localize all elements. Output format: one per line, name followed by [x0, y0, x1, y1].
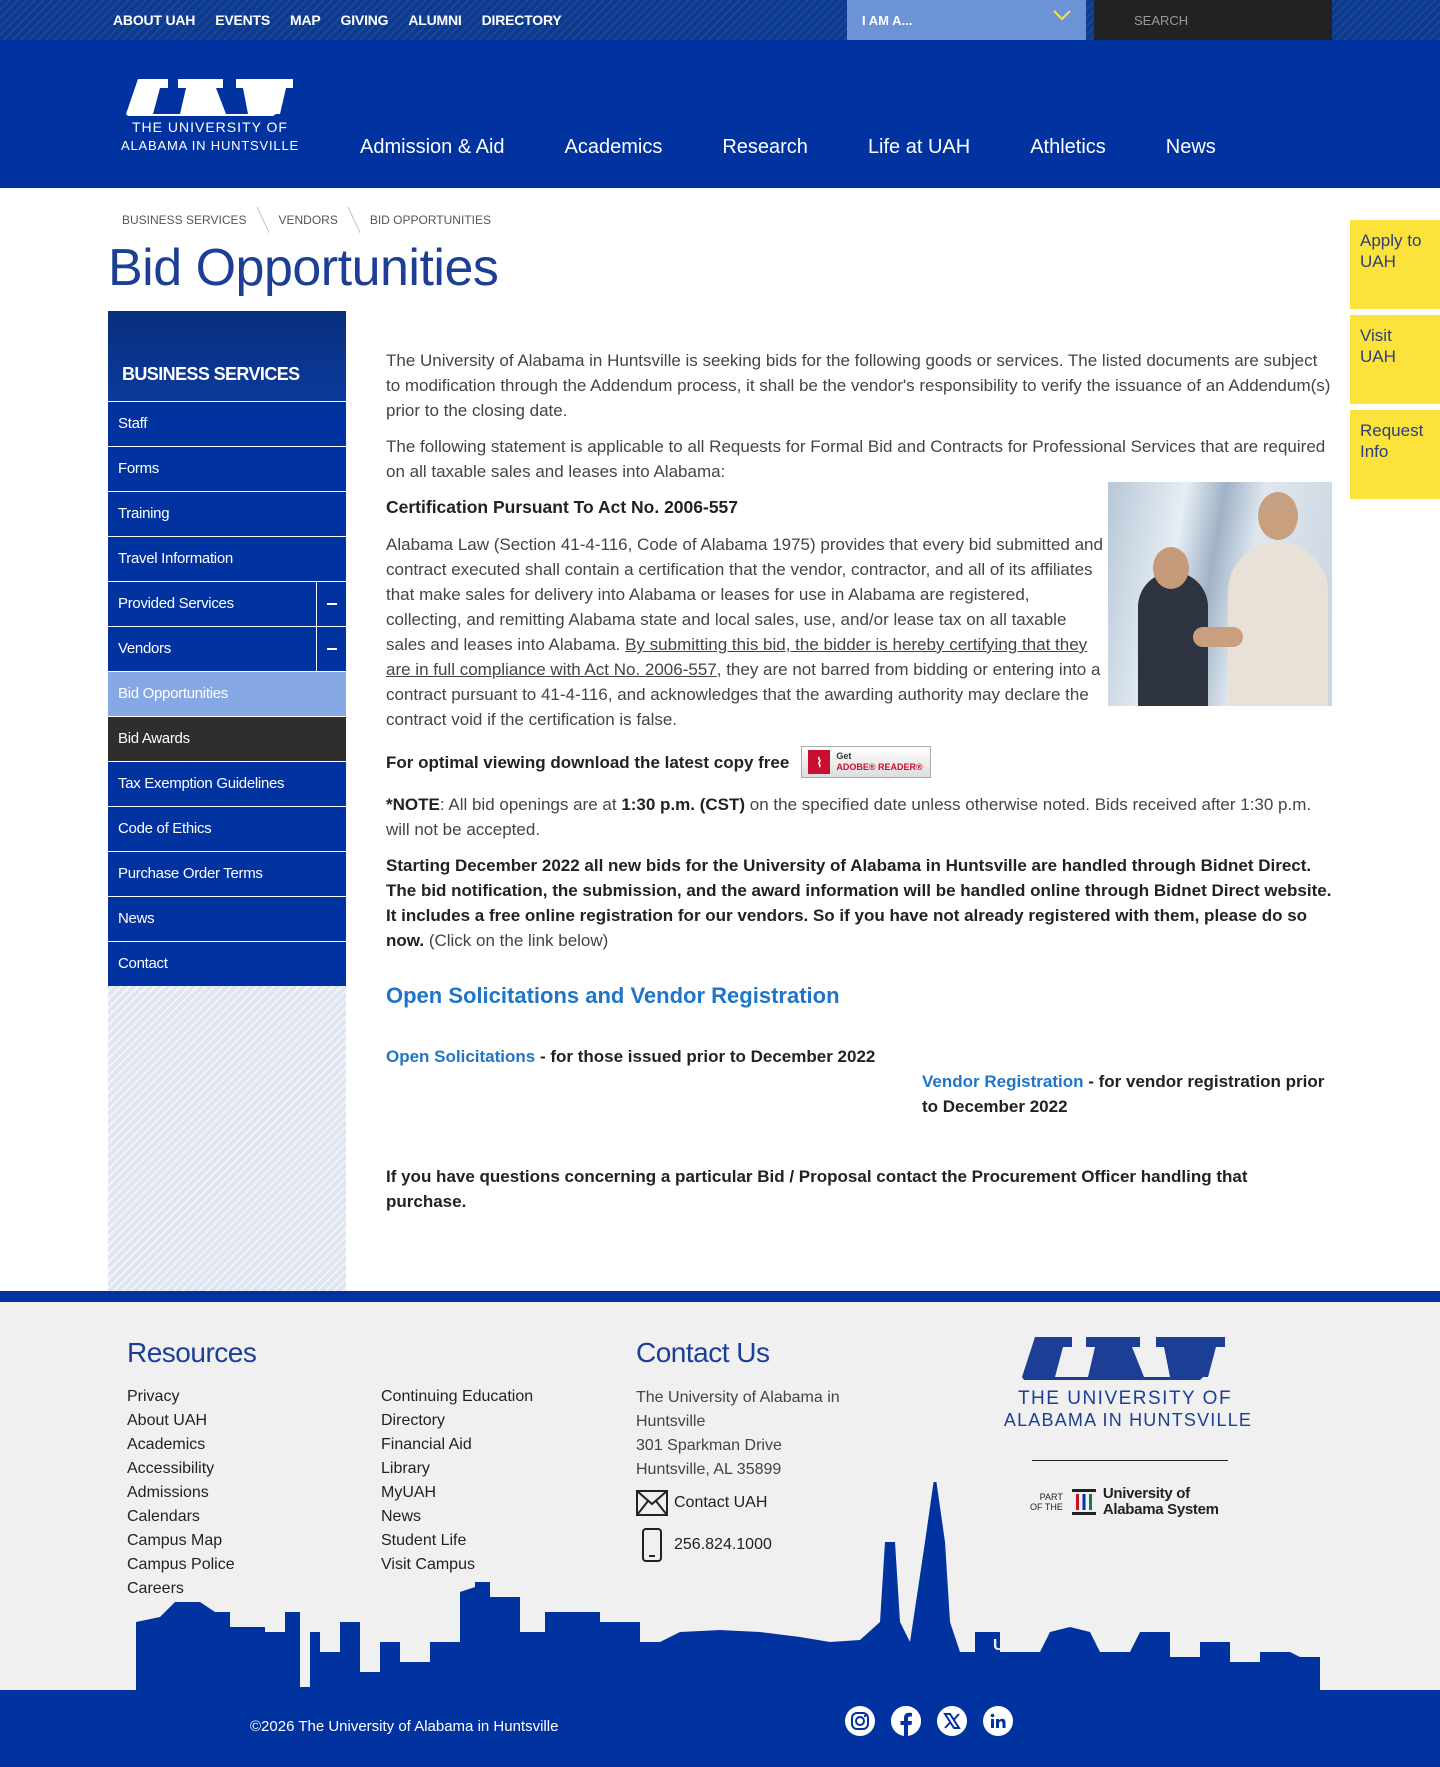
sidebar-item-bid-opportunities[interactable]: Bid Opportunities [108, 671, 346, 716]
cert-text: Alabama Law (Section 41-4-116, Code of Alabama 1975) provides that every bid submitted and contract executed shall contain a certification that the vendor, contractor, and all of its affiliates that make sales for delivery into Alabama or leases for use in Alabama are registered, collecting, and remitting Alabama state and local sales, use, and/or lease tax on all taxable sales and leases into Alabama. [386, 535, 1103, 654]
vendor-registration-link[interactable]: Vendor Registration [922, 1072, 1084, 1091]
minus-icon [327, 648, 337, 650]
logo-line-1: THE UNIVERSITY OF [132, 119, 288, 135]
search-input[interactable] [1094, 0, 1332, 40]
x-icon [937, 1706, 967, 1736]
statement-paragraph: The following statement is applicable to all Requests for Formal Bid and Contracts for Professional Services that are required on all taxable sales and leases into Alabama: [386, 437, 1326, 481]
footer-link-privacy[interactable]: Privacy [127, 1388, 180, 1405]
utility-link-alumni[interactable]: ALUMNI [408, 12, 462, 28]
footer-link-careers[interactable]: Careers [127, 1580, 184, 1597]
instagram-icon [845, 1706, 875, 1736]
breadcrumb [122, 207, 491, 233]
handshake-photo [1108, 482, 1332, 706]
sidebar-item-vendors[interactable] [108, 626, 346, 671]
part-line: PART [1039, 1492, 1063, 1502]
contact-uah-label: Contact UAH [674, 1494, 768, 1511]
breadcrumb-vendors[interactable]: VENDORS [278, 213, 338, 227]
phone-number: 256.824.1000 [674, 1536, 772, 1553]
nav-research[interactable]: Research [722, 136, 808, 158]
solicitations-heading: Open Solicitations and Vendor Registration [386, 983, 840, 1008]
facebook-link[interactable] [891, 1706, 921, 1736]
footer-link-news[interactable]: News [381, 1508, 422, 1525]
footer-link-calendars[interactable]: Calendars [127, 1508, 200, 1525]
footer-link-academics[interactable]: Academics [127, 1436, 206, 1453]
sidebar-item-training[interactable]: Training [108, 491, 346, 536]
note-text: : All bid openings are at [439, 795, 622, 814]
nav-athletics[interactable]: Athletics [1030, 136, 1106, 158]
page-title: Bid Opportunities [108, 239, 499, 297]
utility-nav [113, 12, 562, 28]
sidebar-item-bid-awards[interactable]: Bid Awards [108, 716, 346, 761]
questions-paragraph: If you have questions concerning a particular Bid / Proposal contact the Procurement Officer handling that purchase. [386, 1167, 1248, 1211]
certification-heading: Certification Pursuant To Act No. 2006-557 [386, 497, 739, 517]
x-link[interactable] [937, 1706, 967, 1736]
collapse-toggle[interactable] [316, 627, 346, 671]
nav-admission-aid[interactable]: Admission & Aid [360, 136, 505, 158]
footer-bottom-bar [0, 1690, 1440, 1767]
footer-link-campus-police[interactable]: Campus Police [127, 1556, 235, 1573]
uah-logo-graphic [108, 74, 313, 164]
cert-text-end: , they are not barred from bidding or entering into a contract pursuant to 41-4-116, and acknowledges that the awarding authority may declare the contract void if the certification is false. [386, 660, 1101, 729]
sidebar-item-tax-exemption[interactable]: Tax Exemption Guidelines [108, 761, 346, 806]
footer-logo-line-2: ALABAMA IN HUNTSVILLE [1003, 1410, 1253, 1430]
breadcrumb-business-services[interactable]: BUSINESS SERVICES [122, 213, 247, 227]
linkedin-link[interactable] [983, 1706, 1013, 1736]
address-line: Huntsville, AL 35899 [636, 1461, 782, 1478]
get-adobe-reader-button[interactable] [801, 746, 931, 778]
utility-bar [0, 0, 1440, 40]
address [636, 1386, 840, 1482]
breadcrumb-current: BID OPPORTUNITIES [369, 213, 491, 227]
sidebar-item-provided-services[interactable] [108, 581, 346, 626]
bidnet-bold-text: Starting December 2022 all new bids for the University of Alabama in Huntsville are handled through Bidnet Direct. The bid notification, the submission, and the award information will be handled online through Bidnet Direct website. It includes a free online registration for our vendors. So if you have not already registered with them, please do so now. [386, 856, 1332, 950]
nav-academics[interactable]: Academics [564, 136, 663, 158]
cert-underlined-text: By submitting this bid, the bidder is hereby certifying that they are in full compliance with Act No. 2006-557 [386, 635, 1088, 679]
utility-link-events[interactable]: EVENTS [215, 12, 271, 28]
breadcrumb-separator [348, 207, 360, 233]
address-line: 301 Sparkman Drive [636, 1437, 782, 1454]
footer-link-continuing-education[interactable]: Continuing Education [381, 1388, 534, 1405]
bidnet-paragraph [386, 853, 1332, 953]
nav-life-at-uah[interactable]: Life at UAH [867, 136, 971, 158]
footer-link-accessibility[interactable]: Accessibility [127, 1460, 215, 1477]
vendor-registration-text: - for vendor registration prior to December 2022 [922, 1072, 1325, 1116]
part-line: OF THE [1030, 1502, 1063, 1512]
note-time: 1:30 p.m. (CST) [621, 795, 746, 814]
address-line: The University of Alabama in [636, 1389, 840, 1406]
sidebar-item-code-of-ethics[interactable]: Code of Ethics [108, 806, 346, 851]
request-info-button[interactable]: Request Info [1350, 410, 1440, 499]
sidebar-item-label: Vendors [118, 640, 171, 657]
collapse-toggle[interactable] [316, 582, 346, 626]
footer-link-admissions[interactable]: Admissions [127, 1484, 209, 1501]
note-text-end: on the specified date unless otherwise noted. Bids received after 1:30 p.m. will not be accepted. [386, 795, 1312, 839]
footer-link-student-life[interactable]: Student Life [381, 1532, 467, 1549]
resources-title: Resources [127, 1337, 257, 1368]
sidebar-item-contact[interactable]: Contact [108, 941, 346, 986]
footer-link-visit-campus[interactable]: Visit Campus [381, 1556, 475, 1573]
skyline-uah-mark: UAH [993, 1637, 1028, 1654]
footer-link-directory[interactable]: Directory [381, 1412, 446, 1429]
footer-link-myuah[interactable]: MyUAH [381, 1484, 437, 1501]
i-am-a-dropdown[interactable] [847, 0, 1086, 40]
nav-news[interactable]: News [1165, 136, 1216, 158]
main-nav [360, 136, 1276, 159]
pdf-icon: ⌇ [808, 750, 830, 774]
open-solicitations-text: - for those issued prior to December 2022 [535, 1047, 876, 1066]
copyright: ©2026 The University of Alabama in Huntsville [250, 1718, 559, 1735]
social-links [845, 1706, 1013, 1736]
utility-link-about[interactable]: ABOUT UAH [113, 12, 196, 28]
minus-icon [327, 603, 337, 605]
linkedin-icon [983, 1706, 1013, 1736]
chevron-down-icon [1052, 8, 1072, 22]
site-header [0, 40, 1440, 188]
facebook-icon [891, 1706, 921, 1736]
footer-divider [1032, 1460, 1228, 1461]
sidebar-heading: BUSINESS SERVICES [108, 311, 346, 401]
intro-paragraph: The University of Alabama in Huntsville is seeking bids for the following goods or services. The listed documents are subject to modification through the Addendum process, it shall be the vendor's responsibility to verify the issuance of an Addendum(s) prior to the closing date. [386, 351, 1331, 420]
huntsville-skyline [0, 1482, 1440, 1712]
sidebar-item-news[interactable]: News [108, 896, 346, 941]
utility-link-directory[interactable]: DIRECTORY [481, 12, 562, 28]
open-solicitations-link[interactable]: Open Solicitations [386, 1047, 536, 1066]
footer-logo-line-1: THE UNIVERSITY OF [1017, 1388, 1233, 1409]
sidebar-item-label: Provided Services [118, 595, 234, 612]
note-label: *NOTE [386, 795, 440, 814]
main-content [386, 348, 1332, 1225]
footer-link-financial-aid[interactable]: Financial Aid [381, 1436, 472, 1453]
footer-link-about[interactable]: About UAH [127, 1412, 208, 1429]
sidebar-item-travel-information[interactable]: Travel Information [108, 536, 346, 581]
breadcrumb-separator [257, 207, 269, 233]
address-line: Huntsville [636, 1413, 706, 1430]
system-line: Alabama System [1102, 1501, 1219, 1518]
instagram-link[interactable] [845, 1706, 875, 1736]
contact-title: Contact Us [636, 1337, 770, 1368]
sidebar-item-purchase-order-terms[interactable]: Purchase Order Terms [108, 851, 346, 896]
sidebar-item-forms[interactable]: Forms [108, 446, 346, 491]
footer-link-campus-map[interactable]: Campus Map [127, 1532, 223, 1549]
optimal-viewing-line [386, 746, 1332, 778]
utility-link-map[interactable]: MAP [290, 12, 321, 28]
bidnet-click-text: (Click on the link below) [424, 931, 609, 950]
adobe-reader-label: ADOBE® READER® [836, 762, 923, 772]
utility-link-giving[interactable]: GIVING [340, 12, 389, 28]
note-paragraph [386, 792, 1332, 842]
visit-uah-button[interactable]: Visit UAH [1350, 315, 1440, 404]
adobe-get: Get [836, 751, 852, 761]
solicitation-links [386, 1044, 1332, 1119]
footer-link-library[interactable]: Library [381, 1460, 430, 1477]
logo-line-2: ALABAMA IN HUNTSVILLE [121, 138, 299, 153]
apply-to-uah-button[interactable]: Apply to UAH [1350, 220, 1440, 309]
system-line: University of [1102, 1485, 1190, 1502]
optimal-viewing-text: For optimal viewing download the latest copy free [386, 752, 790, 772]
uah-footer-logo [1000, 1332, 1260, 1442]
i-am-a-label: I AM A... [862, 13, 913, 28]
sidebar-item-staff[interactable]: Staff [108, 401, 346, 446]
sidebar [108, 311, 346, 1291]
